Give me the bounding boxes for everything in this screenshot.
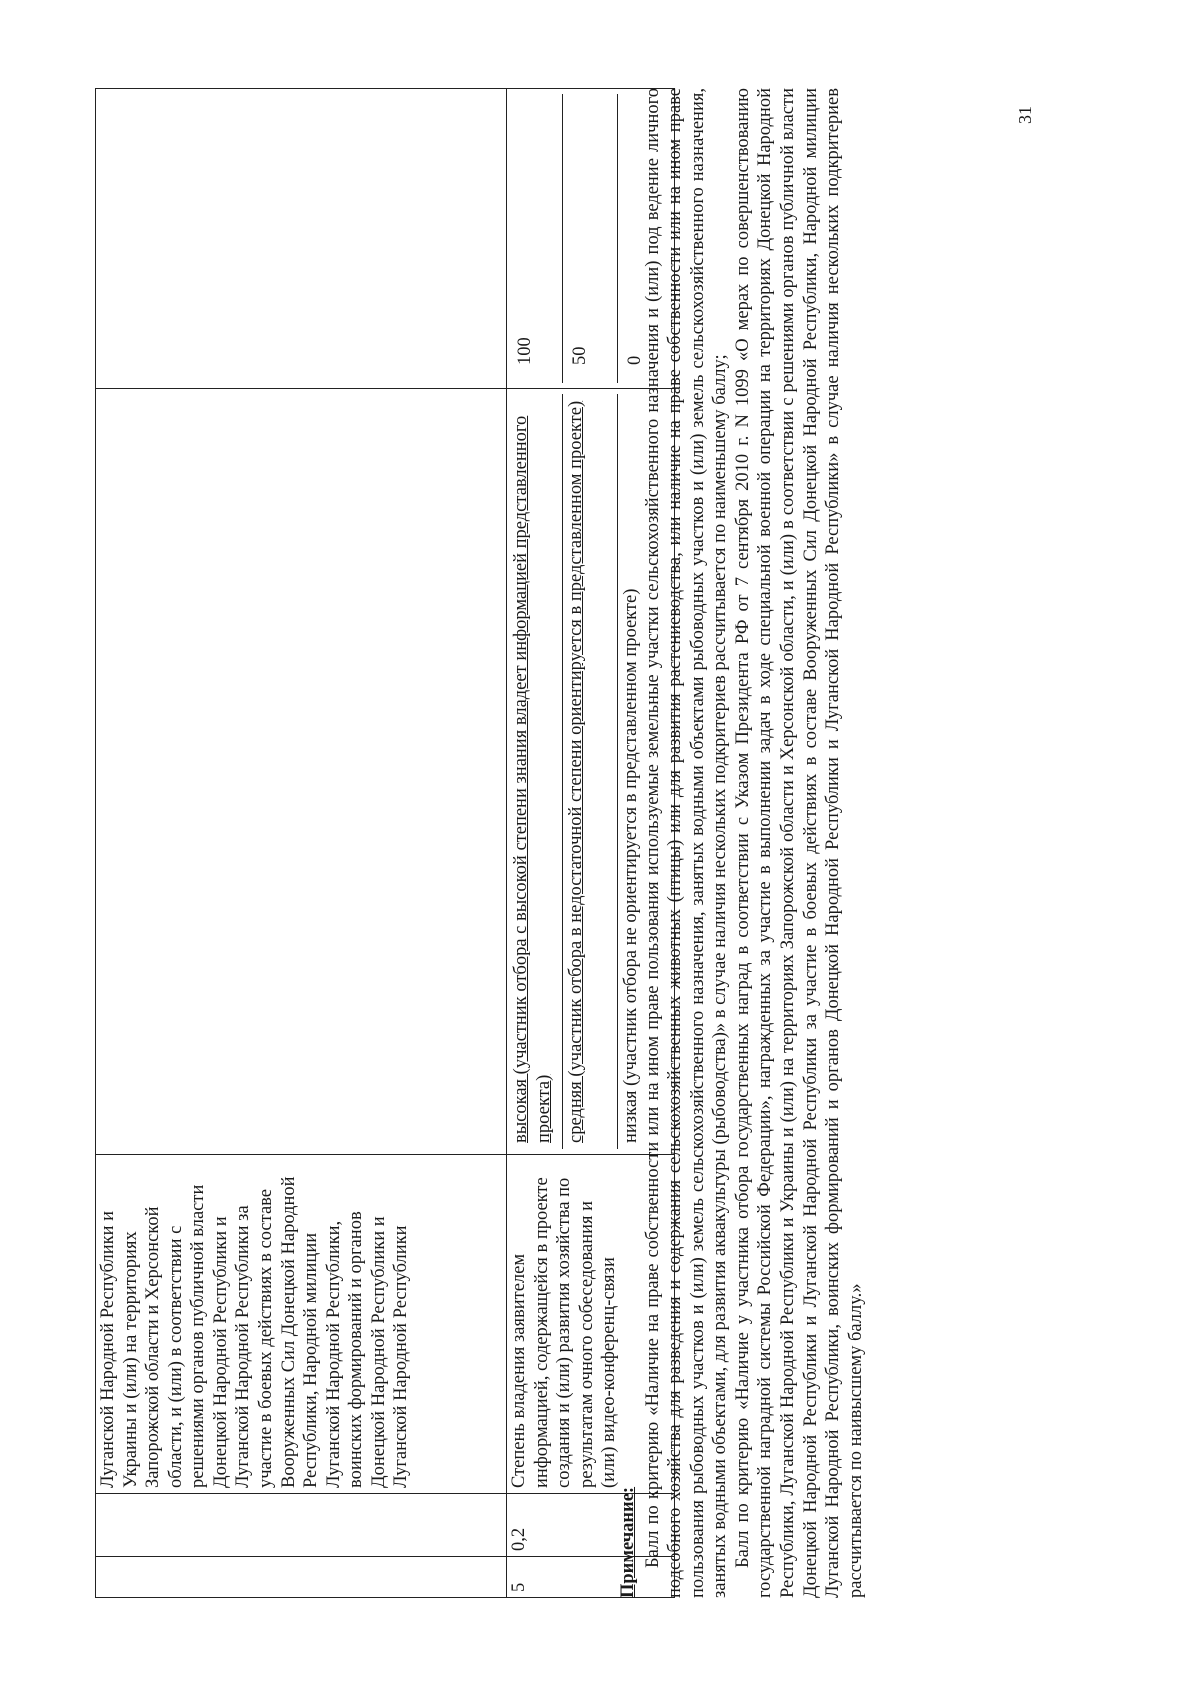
page-number: 31 [1015, 106, 1035, 124]
row-number: 5 [507, 1557, 675, 1598]
criteria-table [95, 88, 675, 1598]
cell-points-empty [96, 89, 507, 389]
rotated-document-page [95, 88, 1105, 1598]
row-weight: 0,2 [507, 1494, 675, 1557]
notes-title: Примечание: [618, 1486, 638, 1598]
note-paragraph-1: Балл по критерию «Наличие на праве собственности или на ином праве пользования используемые земельные участки сельскохозяйственного назначения и (или) под ведение личного подсобного хозяйства для разведения и содержания сельскохозяйственных животных (птицы) или для развития растениеводства, или наличие на праве собственности или на ином праве пользования рыбоводных участков и (или) земель сельскохозяйственного назначения, занятых водными объектами рыбоводных участков и (или) земель сельскохозяйственного назначения, занятых водными объектами, для развития аквакультуры (рыбоводства)» в случае наличия нескольких подкритериев рассчитывается по наименьшему баллу; [642, 88, 731, 1598]
cell-weight-empty [96, 1494, 507, 1557]
notes-section [617, 88, 867, 1598]
level-medium: средняя (участник отбора в недостаточной степени ориентируется в представленном проекте) [563, 394, 618, 1149]
cell-criterion-name: Луганской Народной Республики и Украины и (или) на территориях Запорожской области и Херсонской области, и (или) в соответствии с решениями органов публичной власти Донецкой Народной Республики и Луганской Народной Республики за участие в боевых действиях в составе Вооруженных Сил Донецкой Народной Республики, Народной милиции Луганской Народной Республики, воинских формирований и органов Донецкой Народной Республики и Луганской Народной Республики [96, 1155, 507, 1494]
cell-number-empty [96, 1557, 507, 1598]
table-row-continued [96, 89, 507, 1598]
level-low: низкая (участник отбора не ориентируется в представленном проекте) [621, 588, 641, 1143]
row-criterion-name: Степень владения заявителем информацией, содержащейся в проекте создания и (или) развития хозяйства по результатам очного собеседования и (или) видео-конференц-связи [507, 1155, 675, 1494]
points-low: 0 [625, 355, 645, 365]
points-high: 100 [508, 94, 563, 383]
points-medium: 50 [563, 94, 618, 383]
level-high: высокая (участник отбора с высокой степени знания владеет информацией представленного проекта) [508, 394, 563, 1149]
cell-levels-empty [96, 389, 507, 1155]
note-paragraph-2: Балл по критерию «Наличие у участника отбора государственных наград в соответствии с Указом Президента РФ от 7 сентября 2010 г. N 1099 «О мерах по совершенствованию государственной наградной системы Российской Федерации», награжденных за участие в выполнении задач в ходе специальной военной операции на территориях Донецкой Народной Республики, Луганской Народной Республики и Украины и (или) на территориях Запорожской области и Херсонской области, и (или) в соответствии с решениями органов публичной власти Донецкой Народной Республики и Луганской Народной Республики за участие в боевых действиях в составе Вооруженных Сил Донецкой Народной Республики, Народной милиции Луганской Народной Республики, воинских формирований и органов Донецкой Народной Республики и Луганской Народной Республики» в случае наличия нескольких подкритериев рассчитывается по наивысшему баллу.» [732, 88, 866, 1598]
